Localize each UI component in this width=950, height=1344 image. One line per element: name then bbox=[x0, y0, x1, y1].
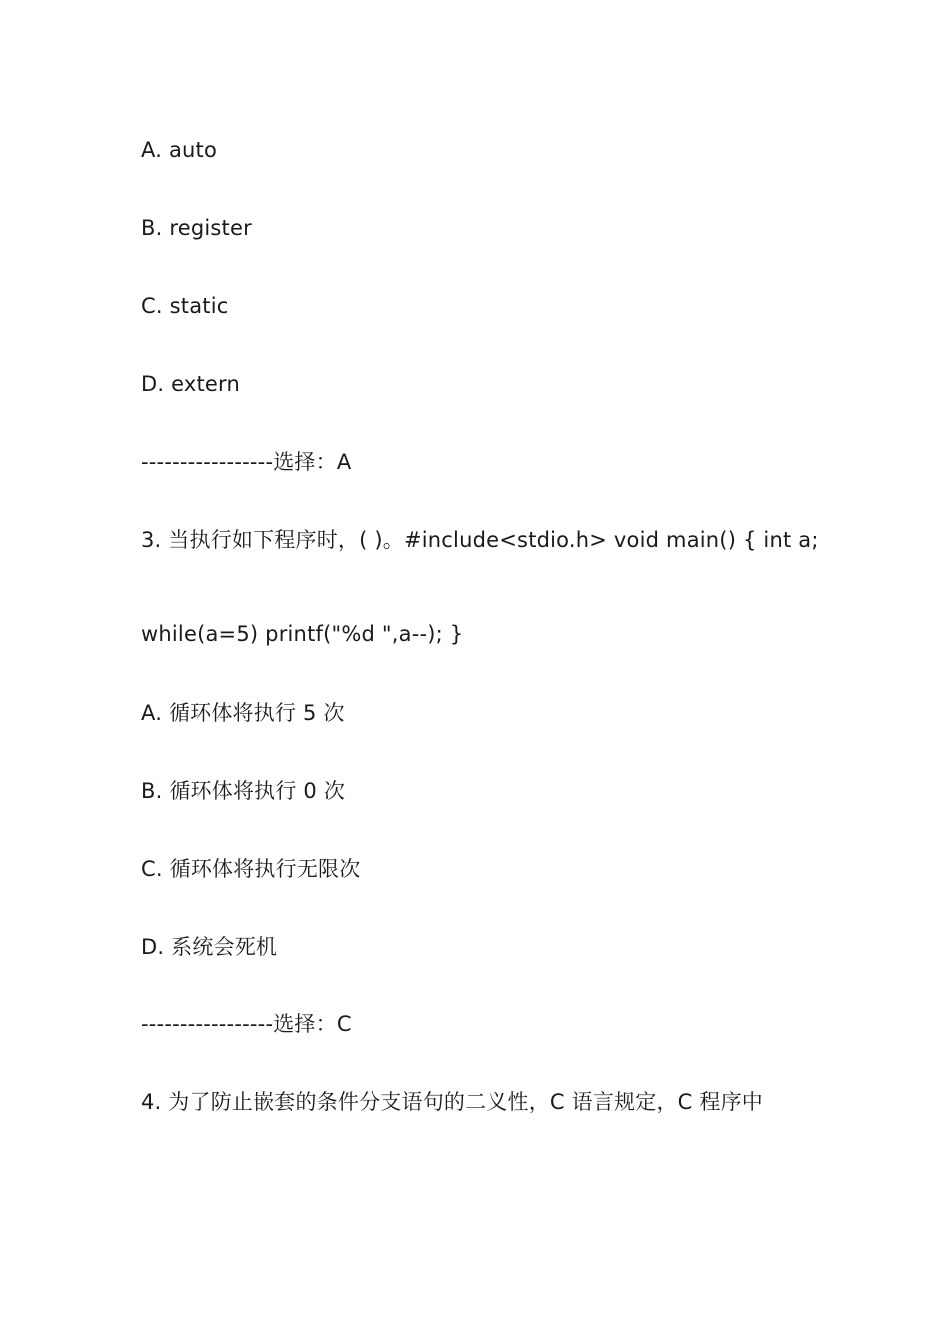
q3-stem-line1: 3. 当执行如下程序时，( )。#include<stdio.h> void main() { int a; bbox=[141, 528, 819, 552]
q2-option-a: A. auto bbox=[141, 138, 218, 162]
q2-option-b: B. register bbox=[141, 216, 252, 240]
q3-option-a: A. 循环体将执行 5 次 bbox=[141, 701, 345, 725]
q4-stem-line1: 4. 为了防止嵌套的条件分支语句的二义性，C 语言规定，C 程序中 bbox=[141, 1090, 763, 1114]
q3-option-b: B. 循环体将执行 0 次 bbox=[141, 779, 346, 803]
q3-option-c: C. 循环体将执行无限次 bbox=[141, 857, 361, 881]
q3-answer: -----------------选择：C bbox=[141, 1012, 352, 1036]
q3-option-d: D. 系统会死机 bbox=[141, 935, 278, 959]
q2-option-d: D. extern bbox=[141, 372, 241, 396]
q2-option-c: C. static bbox=[141, 294, 229, 318]
q3-stem-line2: while(a=5) printf("%d ",a--); } bbox=[141, 622, 464, 646]
q2-answer: -----------------选择：A bbox=[141, 450, 352, 474]
